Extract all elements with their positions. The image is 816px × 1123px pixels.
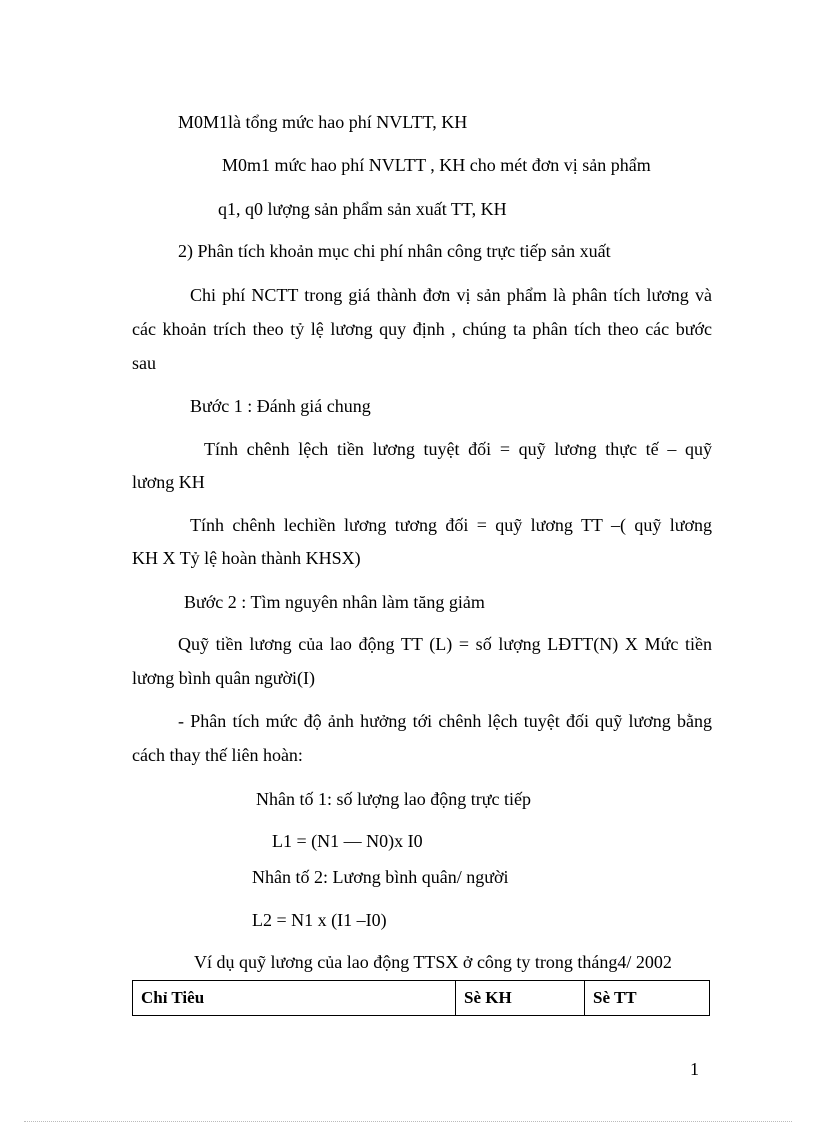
data-table [132, 980, 710, 1016]
factor-line: Nhân tố 1: số lượng lao động trực tiếp [256, 789, 531, 809]
formula-line: L1 = (N1 — N0)x I0 [272, 831, 423, 851]
table-header-row [133, 981, 710, 1016]
page-bottom-divider [24, 1121, 792, 1122]
header-cell-so-kh: Sè KH [456, 981, 585, 1016]
paragraph-line: Tính chênh lechiền lương tương đối = quỹ lương TT –( quỹ lương [190, 515, 712, 535]
paragraph-line: Tính chênh lệch tiền lương tuyệt đối = quỹ lương thực tế – quỹ [204, 439, 712, 459]
page-number: 1 [690, 1059, 699, 1079]
paragraph-line: lương bình quân người(I) [132, 668, 316, 688]
formula-line: L2 = N1 x (I1 –I0) [252, 910, 387, 930]
header-cell-chi-tieu: Chỉ Tiêu [133, 981, 456, 1016]
paragraph-line: sau [132, 353, 156, 373]
paragraph-line: các khoản trích theo tỷ lệ lương quy định , chúng ta phân tích theo các bước [132, 319, 712, 339]
paragraph-line: cách thay thế liên hoàn: [132, 745, 303, 765]
step-heading: Bước 1 : Đánh giá chung [190, 396, 371, 416]
paragraph-line: Quỹ tiền lương của lao động TT (L) = số lượng LĐTT(N) X Mức tiền [178, 634, 712, 654]
step-heading: Bước 2 : Tìm nguyên nhân làm tăng giảm [184, 592, 485, 612]
text-line: q1, q0 lượng sản phẩm sản xuất TT, KH [218, 199, 507, 219]
paragraph-line: KH X Tỷ lệ hoàn thành KHSX) [132, 548, 361, 568]
text-line: M0m1 mức hao phí NVLTT , KH cho mét đơn vị sản phẩm [222, 155, 651, 175]
paragraph-line: - Phân tích mức độ ảnh hưởng tới chênh lệch tuyệt đối quỹ lương bằng [178, 711, 712, 731]
example-caption: Ví dụ quỹ lương của lao động TTSX ở công ty trong tháng4/ 2002 [194, 952, 672, 972]
section-heading: 2) Phân tích khoản mục chi phí nhân công trực tiếp sản xuất [178, 241, 611, 261]
paragraph-line: Chi phí NCTT trong giá thành đơn vị sản phẩm là phân tích lương và [190, 285, 712, 305]
header-cell-so-tt: Sè TT [585, 981, 710, 1016]
factor-line: Nhân tố 2: Lương bình quân/ người [252, 867, 509, 887]
text-line: M0M1là tổng mức hao phí NVLTT, KH [178, 112, 468, 132]
paragraph-line: lương KH [132, 472, 205, 492]
